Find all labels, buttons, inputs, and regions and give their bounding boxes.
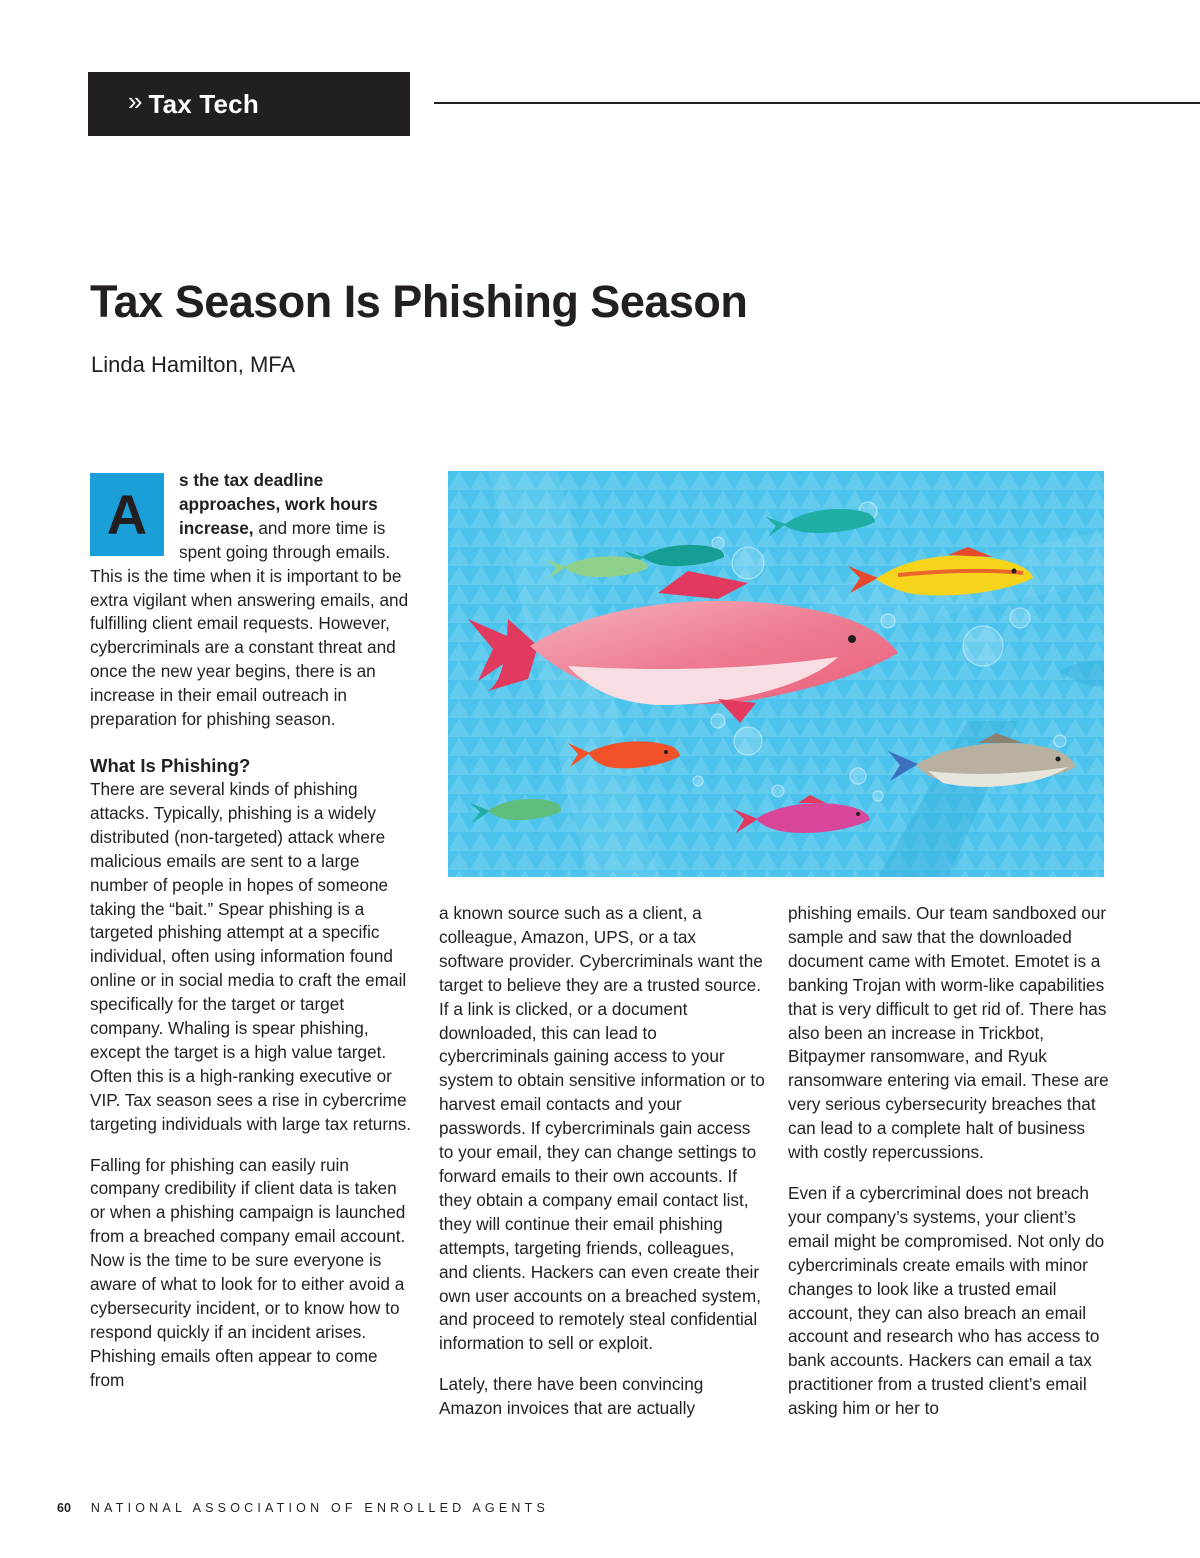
paragraph: a known source such as a client, a colleague, Amazon, UPS, or a tax software provider. Cybercriminals want the target to believe they are a trusted source. If a link is clicked, or a document downloaded, this can lead to cybercriminals gaining access to your system to obtain sensitive information or to harvest email contacts and your passwords. If cybercriminals gain access to your email, they can change settings to forward emails to their own accounts. If they obtain a company email contact list, they will continue their email phishing attempts, targeting friends, colleagues, and clients. Hackers can even create their own user accounts on a breached system, and proceed to remotely steal confidential information to sell or exploit.: [439, 903, 765, 1354]
text-column-3: [788, 902, 1114, 1421]
section-tab: [88, 72, 410, 136]
lead-bold-text: s the tax deadline approaches, work hours increase,: [179, 470, 378, 538]
section-label: Tax Tech: [148, 88, 259, 119]
subheading-what-is-phishing: What Is Phishing?: [90, 754, 251, 776]
lead-text: and more time is spent going through emails. This is the time when it is important to be extra vigilant when answering emails, and fulfilling client email requests. However, cybercriminals are a constant threat and once the new year begins, there is an increase in their email outreach in preparation for phishing season.: [90, 517, 409, 730]
article-author: Linda Hamilton, MFA: [91, 352, 296, 377]
paragraph: Even if a cybercriminal does not breach your company’s systems, your client’s email might be compromised. Not only do cybercriminals create emails with minor changes to look like a trusted email account, they can also breach an email account and research who has access to bank accounts. Hackers can email a tax practitioner from a trusted client’s email asking him or her to: [788, 1182, 1105, 1419]
paragraph: phishing emails. Our team sandboxed our sample and saw that the downloaded document came with Emotet. Emotet is a banking Trojan with worm-like capabilities that is very difficult to get rid of. There has also been an increase in Trickbot, Bitpaymer ransomware, and Ryuk ransomware entering via email. These are very serious cybersecurity breaches that can lead to a complete halt of business with costly repercussions.: [788, 903, 1109, 1163]
text-column-1: [90, 469, 416, 1393]
fish-illustration: [448, 471, 1104, 877]
double-chevron-right-icon: »: [128, 85, 143, 116]
paragraph: Falling for phishing can easily ruin company credibility if client data is taken or when a phishing campaign is launched from a breached company email account. Now is the time to be sure everyone is aware of what to look for to either avoid a cybersecurity incident, or to know how to respond quickly if an incident arises. Phishing emails often appear to come from: [90, 1154, 406, 1390]
page-number: 60: [57, 1501, 71, 1515]
text-column-2: [439, 902, 765, 1421]
publication-name: NATIONAL ASSOCIATION OF ENROLLED AGENTS: [90, 1501, 549, 1515]
article-title: Tax Season Is Phishing Season: [90, 276, 748, 327]
drop-cap: A: [90, 473, 164, 556]
paragraph: Lately, there have been convincing Amazon invoices that are actually: [439, 1374, 704, 1419]
header-rule: [434, 102, 1200, 104]
page-footer: [57, 1501, 549, 1515]
paragraph: There are several kinds of phishing attacks. Typically, phishing is a widely distributed (non-targeted) attack where malicious emails are sent to a large number of people in hopes of someone taking the “bait.” Spear phishing is a targeted phishing attempt at a specific individual, often using information found online or in social media to craft the email specifically for the target or target company. Whaling is spear phishing, except the target is a high value target. Often this is a high-ranking executive or VIP. Tax season sees a rise in cybercrime targeting individuals with large tax returns.: [90, 778, 411, 1134]
lead-paragraph: [90, 469, 416, 732]
